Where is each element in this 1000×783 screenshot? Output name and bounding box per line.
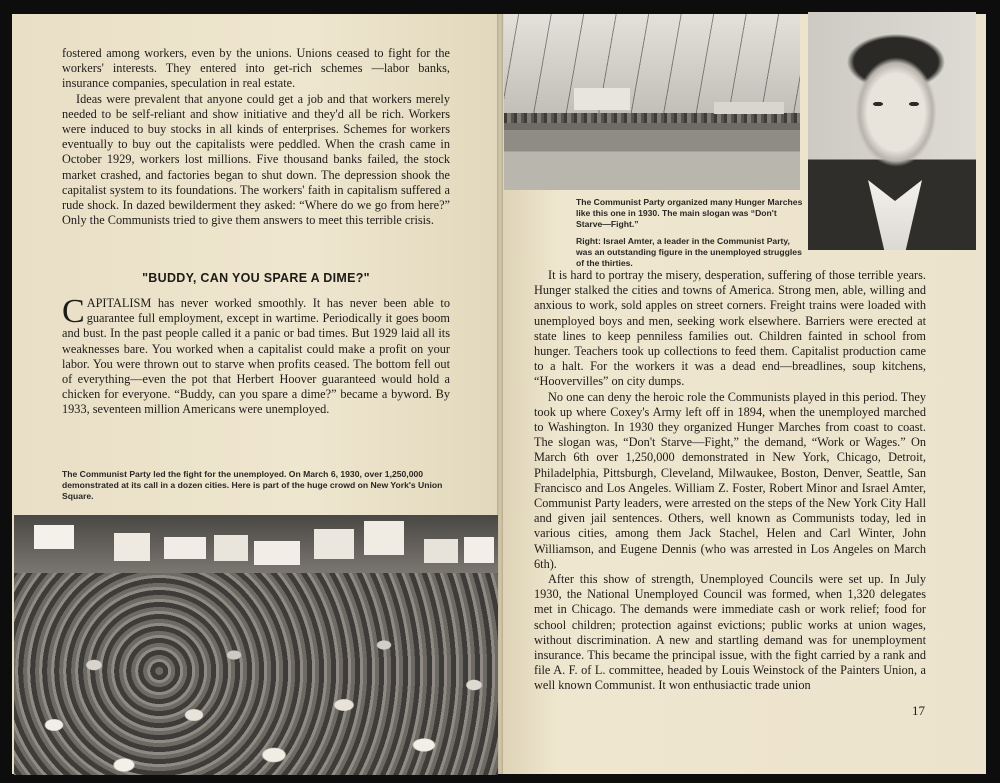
protest-signs [14,515,498,573]
union-square-crowd-photo [14,515,498,775]
march-banner [574,88,630,110]
page-number: 17 [912,703,925,718]
section-paragraph: APITALISM has never worked smoothly. It has never been able to guarantee full employment, except in wartime. Periodically it goes boom and bust. In the past people called it a panic or bad times. But 1929 laid all its weaknesses bare. You worked when a capitalist could make a profit on your labor. You were thrown out to starve when profits ceased. The bottom fell out of everything—even the pot that Herbert Hoover guaranteed would hold a chicken for everyone. “Buddy, can you spare a dime?” became a byword. By 1933, seventeen million Americans were unemployed. [62,296,450,417]
march-photo-caption: The Communist Party organized many Hunger Marches like this one in 1930. The main slogan was “Don't Starve—Fight.” [576,197,803,229]
left-paragraph-2: Ideas were prevalent that anyone could get a job and that workers merely needed to be self-reliant and show initiative and they'd all be rich. Workers were induced to buy stocks in all kinds of enterprises. Schemes for workers eventually to buy out the capitalists were peddled. When the crash came in October 1929, workers lost millions. Five thousand banks failed, the stock market crashed, and factories began to shut down. The depression shook the capitalist system to its foundations. The workers' faith in capitalism suffered a rude shock. In dazed bewilderment they asked: “Where do we go from here?” Only the Communists tried to give them answers to meet this terrible crisis. [62,91,450,228]
march-banner-2 [714,102,784,114]
portrait-eyes [866,100,926,108]
drop-cap: C [62,293,85,330]
israel-amter-portrait [808,12,976,250]
left-section-text [62,293,450,418]
left-paragraph-1: fostered among workers, even by the unions. Unions ceased to fight for the workers' interests. They entered into get-rich schemes —labor banks, insurance companies, speculation in real estate. [62,46,450,91]
trees-and-sky [504,14,800,113]
section-heading: "BUDDY, CAN YOU SPARE A DIME?" [142,271,370,285]
right-paragraph-1: It is hard to portray the misery, desperation, suffering of those terrible years. Hunger stalked the cities and towns of America. Strong men, able, willing and anxious to work, sold apples on street corners. Freight trains were loaded with unemployed boys and men, seeking work elsewhere. Barriers were erected at state lines to keep penniless families out. Children fainted in school from hunger. Teachers took up collections to feed them. Capitalist production came to a halt. For the workers it was a dead end—breadlines, soup kitchens, “Hoovervilles” on city dumps. [534,268,926,389]
hunger-march-photo [504,14,800,190]
right-paragraph-2: No one can deny the heroic role the Communists played in this period. They took up where Coxey's Army left off in 1894, when the unemployed marched to Washington. In 1930 they organized Hunger Marches from coast to coast. The slogan was, “Don't Starve—Fight,” the demand, “Work or Wages.” On March 6th over 1,250,000 demonstrated in New York, Chicago, Detroit, Philadelphia, Pittsburgh, Cleveland, Milwaukee, Boston, Denver, Seattle, San Francisco and Los Angeles. William Z. Foster, Robert Minor and Israel Amter, Communist Party leaders, were arrested on the steps of the New York City Hall and given jail sentences. Others, well known as Communists today, led in various cities, among them Jack Stachel, Helen and Carl Winter, John Williamson, and Eugene Dennis (who was arrested in Los Angeles on March 6th). [534,389,926,571]
left-intro-text [62,46,450,228]
portrait-caption: Right: Israel Amter, a leader in the Communist Party, was an outstanding figure in the unemployed struggles of the thirties. [576,236,802,268]
crowd-photo-caption: The Communist Party led the fight for the unemployed. On March 6, 1930, over 1,250,000 demonstrated at its call in a dozen cities. Here is part of the huge crowd on New York's Union Square. [62,469,443,501]
right-paragraph-3: After this show of strength, Unemployed Councils were set up. In July 1930, the National Unemployed Council was formed, when 1,320 delegates met in Chicago. The demands were immediate cash or work relief; food for school children; protection against evictions; public works at union wages, without discrimination. A new and startling demand was for unemployment insurance. This became the principal issue, with the fight carried by a rank and file A. F. of L. committee, headed by Louis Weinstock of the Painters Union, a well known Communist. It won enthusiactic trade union [534,572,926,693]
portrait-collar [868,180,922,250]
right-body-text [534,268,926,694]
